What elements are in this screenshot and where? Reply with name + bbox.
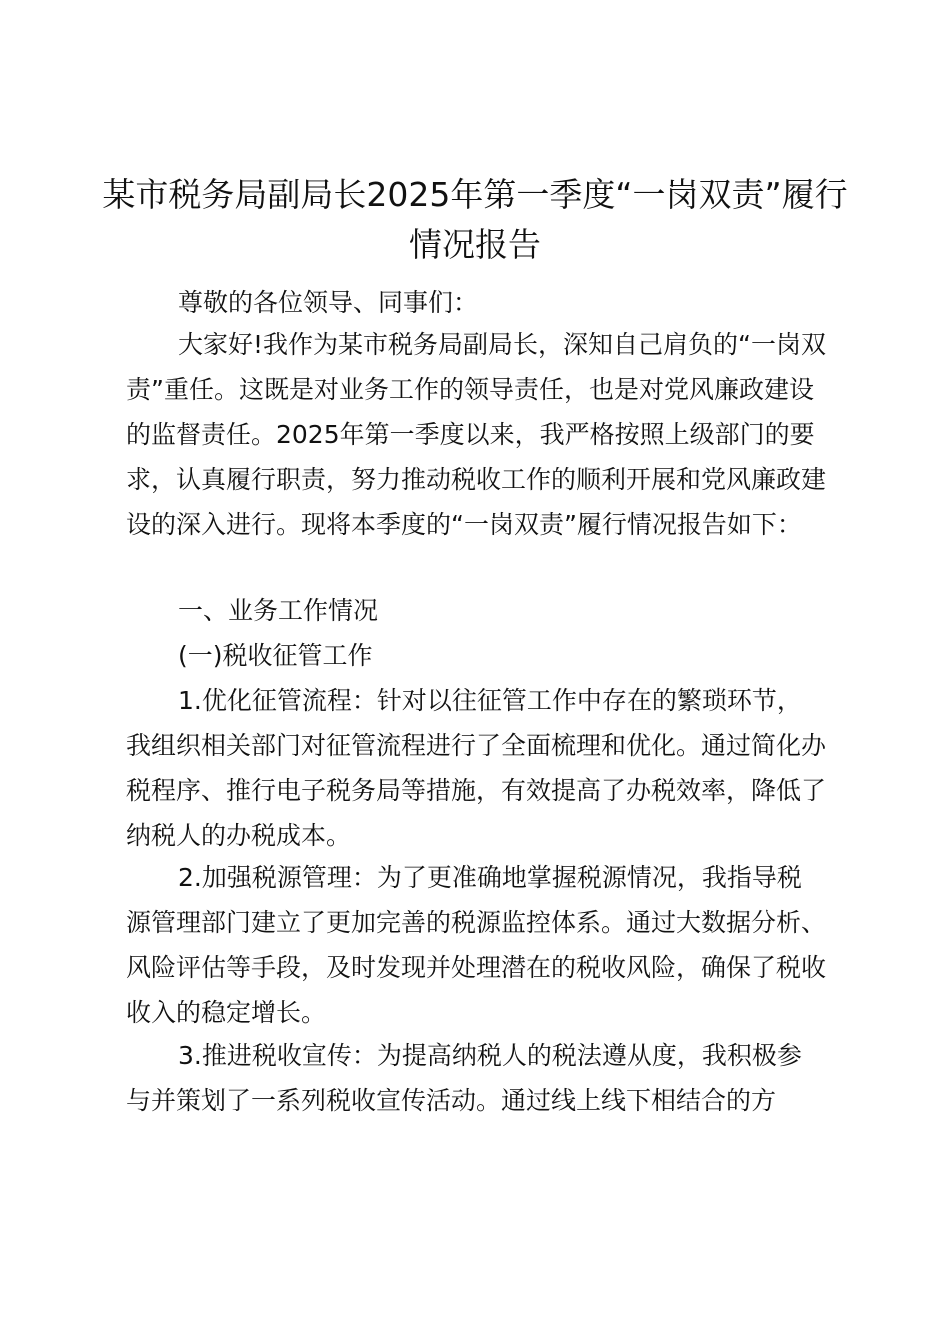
document-title: 某市税务局副局长2025年第一季度“一岗双责”履行情况报告 xyxy=(102,175,848,264)
subsection-heading: (一)税收征管工作 xyxy=(178,641,373,670)
intro-paragraph: 大家好!我作为某市税务局副局长，深知自己肩负的“一岗双责”重任。这既是对业务工作的领导责任，也是对党风廉政建设的监督责任。2025年第一季度以来，我严格按照上级部门的要求，认真履行职责，努力推动税收工作的顺利开展和党风廉政建设的深入进行。现将本季度的“一岗双责”履行情况报告如下： xyxy=(126,330,827,539)
greeting-paragraph: 尊敬的各位领导、同事们： xyxy=(178,288,479,317)
list-item: 1.优化征管流程：针对以往征管工作中存在的繁琐环节，我组织相关部门对征管流程进行了全面梳理和优化。通过简化办税程序、推行电子税务局等措施，有效提高了办税效率，降低了纳税人的办税成本。 xyxy=(126,686,827,850)
section-heading: 一、业务工作情况 xyxy=(178,596,379,625)
list-item: 2.加强税源管理：为了更准确地掌握税源情况，我指导税源管理部门建立了更加完善的税源监控体系。通过大数据分析、风险评估等手段，及时发现并处理潜在的税收风险，确保了税收收入的稳定增长。 xyxy=(126,863,827,1027)
list-item: 3.推进税收宣传：为提高纳税人的税法遵从度，我积极参与并策划了一系列税收宣传活动。通过线上线下相结合的方 xyxy=(126,1041,802,1115)
